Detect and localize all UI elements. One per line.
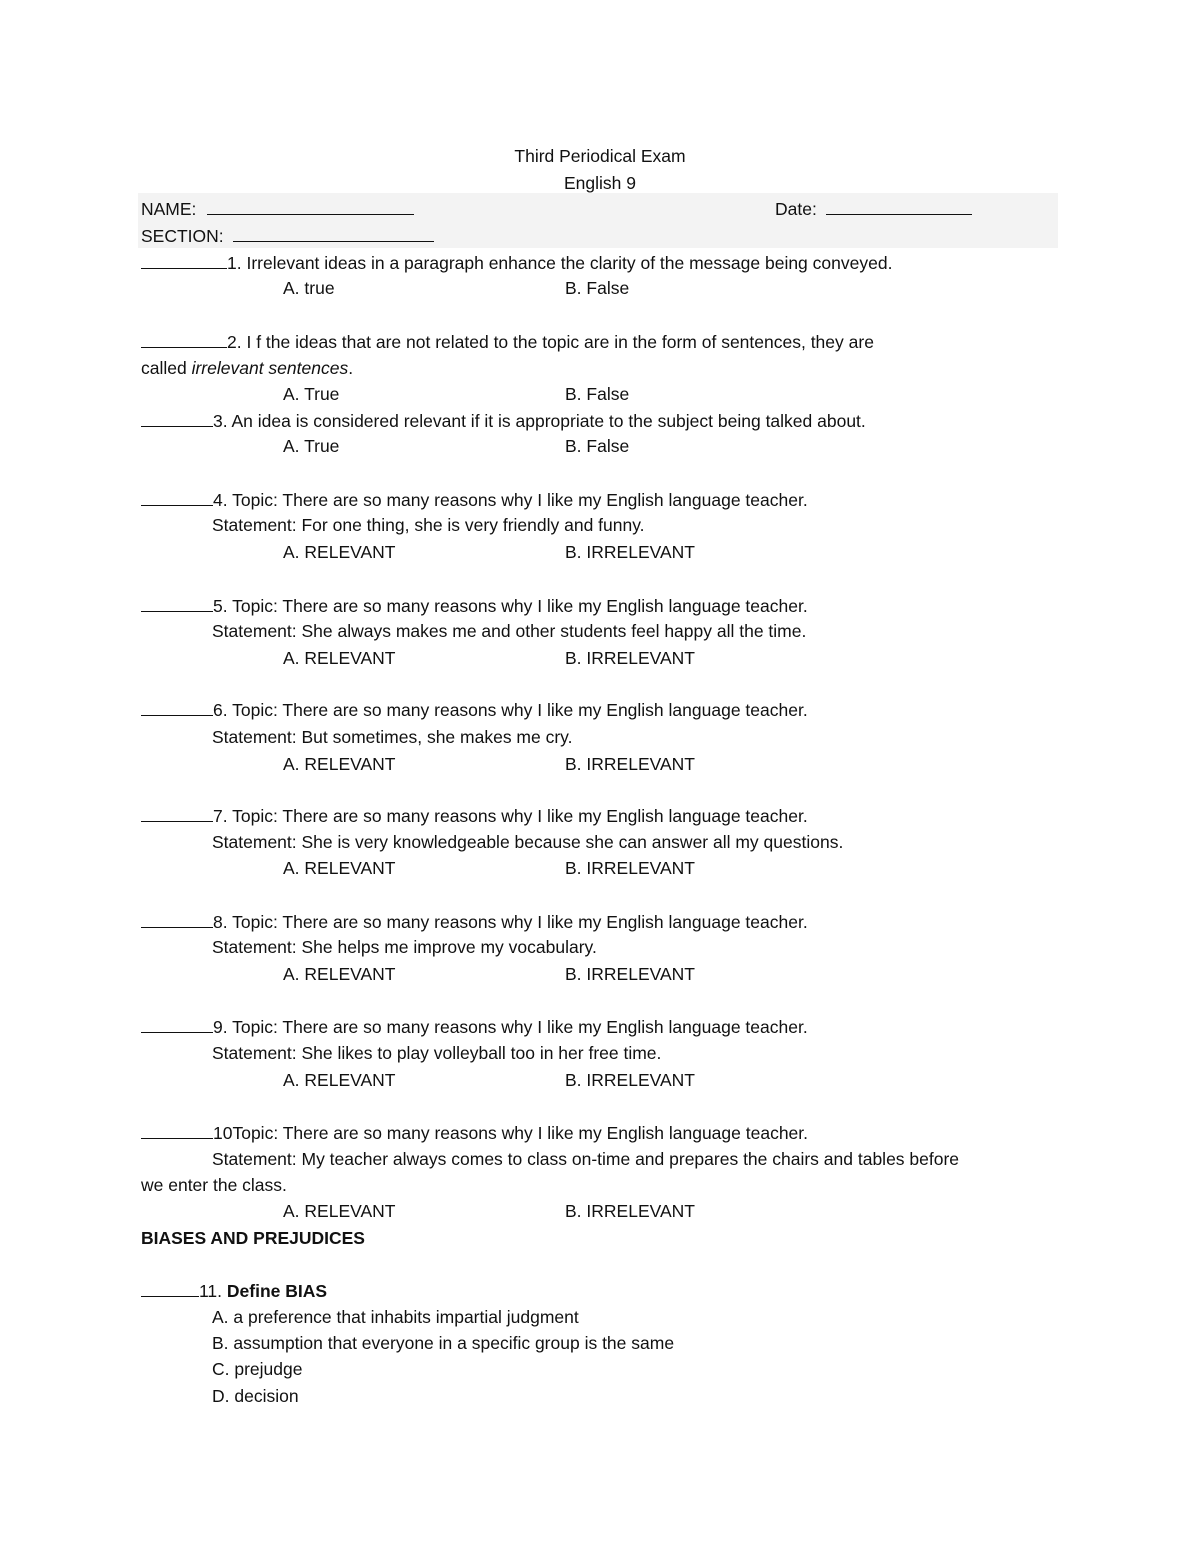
question-number: 2. bbox=[227, 332, 247, 352]
question-3 bbox=[141, 409, 866, 433]
option-b: B. IRRELEVANT bbox=[565, 1070, 695, 1090]
question-number: 6. bbox=[213, 700, 233, 720]
question-number: 4. bbox=[213, 490, 233, 510]
option-a: A. RELEVANT bbox=[283, 964, 396, 984]
option-a: A. True bbox=[283, 436, 340, 456]
question-statement: Statement: She is very knowledgeable because she can answer all my questions. bbox=[212, 832, 844, 852]
option-a: A. true bbox=[283, 278, 335, 298]
answer-blank[interactable] bbox=[141, 1279, 199, 1297]
option-b: B. False bbox=[565, 436, 630, 456]
question-number: 9. bbox=[213, 1017, 233, 1037]
question-11 bbox=[141, 1279, 327, 1303]
option-a: A. RELEVANT bbox=[283, 542, 396, 562]
answer-blank[interactable] bbox=[141, 594, 213, 612]
answer-blank[interactable] bbox=[141, 330, 227, 348]
option-a: A. RELEVANT bbox=[283, 754, 396, 774]
question-statement: Statement: She helps me improve my vocabulary. bbox=[212, 937, 597, 957]
answer-blank[interactable] bbox=[141, 910, 213, 928]
question-topic: Topic: There are so many reasons why I like my English language teacher. bbox=[232, 490, 808, 510]
question-number: 8. bbox=[213, 912, 233, 932]
option-b: B. IRRELEVANT bbox=[565, 648, 695, 668]
option-b: B. IRRELEVANT bbox=[565, 964, 695, 984]
question-10 bbox=[141, 1121, 808, 1145]
question-prompt: Define BIAS bbox=[226, 1281, 328, 1301]
date-row bbox=[775, 197, 972, 221]
section-heading: BIASES AND PREJUDICES bbox=[141, 1228, 365, 1248]
question-number: 10 bbox=[213, 1123, 233, 1143]
answer-blank[interactable] bbox=[141, 804, 213, 822]
option-a: A. True bbox=[283, 384, 340, 404]
question-statement: Statement: She likes to play volleyball too in her free time. bbox=[212, 1043, 662, 1063]
name-blank[interactable] bbox=[207, 197, 414, 215]
name-label: NAME: bbox=[141, 199, 197, 219]
section-label: SECTION: bbox=[141, 226, 224, 246]
option-a: A. RELEVANT bbox=[283, 858, 396, 878]
date-label: Date: bbox=[775, 199, 817, 219]
question-text: Irrelevant ideas in a paragraph enhance the clarity of the message being conveyed. bbox=[246, 253, 893, 273]
exam-subject: English 9 bbox=[564, 173, 636, 193]
answer-blank[interactable] bbox=[141, 251, 227, 269]
option-b: B. IRRELEVANT bbox=[565, 858, 695, 878]
answer-blank[interactable] bbox=[141, 409, 213, 427]
option-a: A. RELEVANT bbox=[283, 1070, 396, 1090]
option-b: B. assumption that everyone in a specific group is the same bbox=[212, 1333, 675, 1353]
question-2-continued: called irrelevant sentences. bbox=[141, 358, 354, 378]
question-statement: Statement: My teacher always comes to class on-time and prepares the chairs and tables before bbox=[212, 1149, 960, 1169]
question-1 bbox=[141, 251, 892, 275]
option-c: C. prejudge bbox=[212, 1359, 303, 1379]
name-row bbox=[141, 197, 414, 221]
question-8 bbox=[141, 910, 808, 934]
option-a: A. RELEVANT bbox=[283, 648, 396, 668]
question-topic: Topic: There are so many reasons why I like my English language teacher. bbox=[232, 700, 808, 720]
question-5 bbox=[141, 594, 808, 618]
question-topic: Topic: There are so many reasons why I like my English language teacher. bbox=[232, 596, 808, 616]
question-number: 1. bbox=[227, 253, 247, 273]
option-a: A. a preference that inhabits impartial judgment bbox=[212, 1307, 579, 1327]
section-blank[interactable] bbox=[233, 224, 434, 242]
question-topic: Topic: There are so many reasons why I like my English language teacher. bbox=[232, 1123, 809, 1143]
question-number: 5. bbox=[213, 596, 233, 616]
option-b: B. False bbox=[565, 384, 630, 404]
question-statement: Statement: She always makes me and other students feel happy all the time. bbox=[212, 621, 807, 641]
question-number: 3. bbox=[213, 411, 232, 431]
question-topic: Topic: There are so many reasons why I like my English language teacher. bbox=[232, 912, 808, 932]
question-statement: Statement: But sometimes, she makes me cry. bbox=[212, 727, 573, 747]
question-text: I f the ideas that are not related to the topic are in the form of sentences, they are bbox=[246, 332, 874, 352]
date-blank[interactable] bbox=[826, 197, 972, 215]
section-row bbox=[141, 224, 434, 248]
option-a: A. RELEVANT bbox=[283, 1201, 396, 1221]
question-number: 7. bbox=[213, 806, 233, 826]
answer-blank[interactable] bbox=[141, 488, 213, 506]
exam-title: Third Periodical Exam bbox=[514, 146, 686, 166]
option-b: B. IRRELEVANT bbox=[565, 1201, 695, 1221]
answer-blank[interactable] bbox=[141, 698, 213, 716]
answer-blank[interactable] bbox=[141, 1121, 213, 1139]
question-topic: Topic: There are so many reasons why I like my English language teacher. bbox=[232, 1017, 808, 1037]
option-b: B. IRRELEVANT bbox=[565, 754, 695, 774]
option-d: D. decision bbox=[212, 1386, 299, 1406]
question-9 bbox=[141, 1015, 808, 1039]
option-b: B. IRRELEVANT bbox=[565, 542, 695, 562]
question-2 bbox=[141, 330, 874, 354]
question-statement: Statement: For one thing, she is very friendly and funny. bbox=[212, 515, 645, 535]
question-number: 11. bbox=[199, 1281, 227, 1301]
question-topic: Topic: There are so many reasons why I like my English language teacher. bbox=[232, 806, 808, 826]
question-statement-continued: we enter the class. bbox=[141, 1175, 287, 1195]
answer-blank[interactable] bbox=[141, 1015, 213, 1033]
question-4 bbox=[141, 488, 808, 512]
italic-term: irrelevant sentences bbox=[191, 358, 349, 378]
question-text: An idea is considered relevant if it is appropriate to the subject being talked about. bbox=[231, 411, 866, 431]
question-6 bbox=[141, 698, 808, 722]
option-b: B. False bbox=[565, 278, 630, 298]
question-7 bbox=[141, 804, 808, 828]
